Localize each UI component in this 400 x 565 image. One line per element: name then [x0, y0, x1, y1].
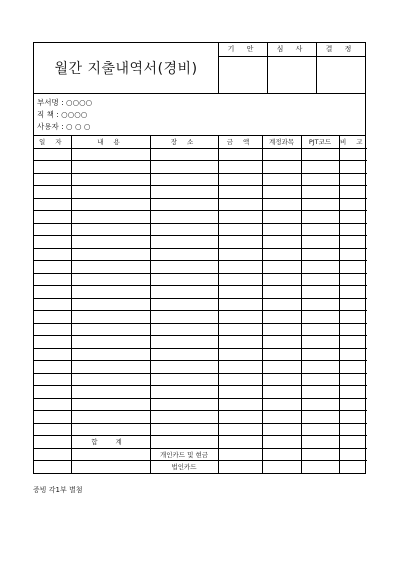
table-cell	[339, 336, 367, 349]
table-cell	[34, 423, 71, 436]
table-cell	[71, 423, 150, 436]
table-cell	[262, 148, 301, 161]
table-cell	[150, 223, 218, 236]
col-header-pjt-code: PJT코드	[301, 136, 339, 148]
summary-total-label: 합 계	[71, 436, 150, 449]
table-cell	[34, 323, 71, 336]
table-cell	[218, 248, 262, 261]
table-cell	[301, 223, 339, 236]
approval-draft-label: 기 안	[219, 43, 267, 57]
table-cell	[34, 386, 71, 399]
table-cell	[150, 348, 218, 361]
table-cell	[150, 248, 218, 261]
table-row	[34, 336, 367, 349]
table-cell	[301, 273, 339, 286]
table-cell	[34, 223, 71, 236]
table-cell	[262, 211, 301, 224]
table-cell	[339, 323, 367, 336]
table-cell	[150, 373, 218, 386]
table-cell	[339, 248, 367, 261]
table-cell	[218, 323, 262, 336]
col-header-account: 계정과목	[262, 136, 301, 148]
table-cell	[301, 373, 339, 386]
table-cell	[301, 236, 339, 249]
table-cell	[218, 336, 262, 349]
table-cell	[71, 211, 150, 224]
table-cell	[262, 361, 301, 374]
table-cell	[150, 323, 218, 336]
table-cell	[71, 198, 150, 211]
table-cell	[301, 298, 339, 311]
table-cell	[262, 273, 301, 286]
table-cell	[71, 186, 150, 199]
table-row	[34, 161, 367, 174]
table-cell	[34, 148, 71, 161]
table-cell	[339, 186, 367, 199]
table-cell	[339, 311, 367, 324]
table-cell	[150, 211, 218, 224]
table-cell	[150, 273, 218, 286]
table-cell	[339, 273, 367, 286]
table-cell	[339, 198, 367, 211]
table-cell	[262, 323, 301, 336]
approval-decision	[317, 43, 365, 93]
table-cell	[218, 161, 262, 174]
table-cell	[71, 348, 150, 361]
info-position: 직 책 : ○○○○	[37, 110, 88, 119]
table-cell	[218, 423, 262, 436]
table-cell	[34, 311, 71, 324]
table-cell	[262, 336, 301, 349]
table-cell	[262, 173, 301, 186]
table-row	[34, 236, 367, 249]
table-cell	[71, 173, 150, 186]
table-row	[34, 148, 367, 161]
table-cell	[218, 386, 262, 399]
table-cell	[71, 248, 150, 261]
table-cell	[339, 223, 367, 236]
table-cell	[150, 186, 218, 199]
table-cell	[34, 373, 71, 386]
table-cell	[34, 173, 71, 186]
table-cell	[262, 161, 301, 174]
table-cell	[339, 411, 367, 424]
table-cell	[262, 261, 301, 274]
table-cell	[262, 311, 301, 324]
table-cell	[71, 161, 150, 174]
table-cell	[339, 148, 367, 161]
table-cell	[34, 248, 71, 261]
table-cell	[262, 198, 301, 211]
table-cell	[339, 348, 367, 361]
info-user-value: ○ ○ ○	[66, 122, 91, 131]
table-cell	[34, 273, 71, 286]
table-cell	[301, 386, 339, 399]
approval-box	[219, 43, 365, 93]
col-header-remarks: 비 고	[339, 136, 367, 148]
table-cell	[301, 148, 339, 161]
table-cell	[218, 236, 262, 249]
attachment-note: 증빙 각1부 별첨	[33, 486, 83, 494]
table-cell	[218, 173, 262, 186]
table-cell	[150, 261, 218, 274]
table-cell	[34, 211, 71, 224]
table-cell	[301, 198, 339, 211]
summary-personal-card-cash: 개인카드 및 현금	[150, 448, 218, 461]
approval-review-label: 심 사	[268, 43, 316, 57]
table-cell	[150, 236, 218, 249]
table-cell	[301, 423, 339, 436]
approval-review-sign	[268, 57, 316, 93]
table-header-row	[34, 136, 367, 148]
table-cell	[71, 386, 150, 399]
table-cell	[71, 336, 150, 349]
table-cell	[339, 361, 367, 374]
table-cell	[218, 398, 262, 411]
table-cell	[218, 211, 262, 224]
table-cell	[262, 298, 301, 311]
summary-corporate-card: 법인카드	[150, 461, 218, 473]
table-cell	[71, 148, 150, 161]
table-cell	[301, 336, 339, 349]
table-cell	[339, 286, 367, 299]
table-cell	[262, 248, 301, 261]
table-cell	[218, 148, 262, 161]
info-department: 부서명 : ○○○○	[37, 98, 93, 107]
info-position-label: 직 책	[37, 110, 54, 119]
table-cell	[301, 411, 339, 424]
table-cell	[301, 361, 339, 374]
table-cell	[218, 261, 262, 274]
col-header-amount: 금 액	[218, 136, 262, 148]
table-cell	[339, 386, 367, 399]
form-header	[34, 43, 365, 94]
table-cell	[301, 248, 339, 261]
table-cell	[71, 286, 150, 299]
table-cell	[71, 236, 150, 249]
table-cell	[339, 173, 367, 186]
table-cell	[150, 173, 218, 186]
table-cell	[262, 186, 301, 199]
table-cell	[262, 423, 301, 436]
table-cell	[150, 423, 218, 436]
form-title: 월간 지출내역서(경비)	[34, 43, 219, 93]
summary-personal-row	[34, 448, 367, 461]
table-cell	[339, 373, 367, 386]
requester-info	[34, 94, 365, 136]
summary-corporate-row	[34, 461, 367, 473]
table-cell	[34, 198, 71, 211]
table-cell	[34, 336, 71, 349]
table-row	[34, 273, 367, 286]
table-cell	[34, 398, 71, 411]
table-cell	[150, 336, 218, 349]
table-row	[34, 223, 367, 236]
table-cell	[262, 398, 301, 411]
table-cell	[34, 261, 71, 274]
col-header-content: 내 용	[71, 136, 150, 148]
table-cell	[150, 286, 218, 299]
table-cell	[150, 298, 218, 311]
table-cell	[301, 211, 339, 224]
table-cell	[150, 148, 218, 161]
table-cell	[218, 373, 262, 386]
table-cell	[339, 398, 367, 411]
table-cell	[301, 261, 339, 274]
table-cell	[218, 311, 262, 324]
table-row	[34, 398, 367, 411]
table-cell	[150, 198, 218, 211]
table-cell	[339, 261, 367, 274]
table-cell	[34, 348, 71, 361]
table-cell	[34, 236, 71, 249]
table-cell	[301, 348, 339, 361]
table-row	[34, 361, 367, 374]
table-cell	[150, 161, 218, 174]
table-row	[34, 311, 367, 324]
approval-draft-sign	[219, 57, 267, 93]
table-row	[34, 186, 367, 199]
table-cell	[218, 348, 262, 361]
summary-total-row	[34, 436, 367, 449]
table-cell	[34, 161, 71, 174]
table-cell	[262, 286, 301, 299]
approval-decision-sign	[317, 57, 365, 93]
table-cell	[71, 361, 150, 374]
col-header-place: 장 소	[150, 136, 218, 148]
table-cell	[301, 286, 339, 299]
table-cell	[150, 361, 218, 374]
table-cell	[34, 298, 71, 311]
table-cell	[301, 161, 339, 174]
table-cell	[218, 411, 262, 424]
table-cell	[71, 323, 150, 336]
table-row	[34, 173, 367, 186]
table-cell	[34, 286, 71, 299]
approval-decision-label: 결 정	[317, 43, 365, 57]
table-cell	[71, 311, 150, 324]
table-row	[34, 411, 367, 424]
expense-table	[34, 136, 367, 473]
table-cell	[339, 236, 367, 249]
table-row	[34, 286, 367, 299]
table-cell	[301, 311, 339, 324]
approval-draft	[219, 43, 268, 93]
table-cell	[301, 398, 339, 411]
table-cell	[339, 211, 367, 224]
table-cell	[150, 386, 218, 399]
table-row	[34, 248, 367, 261]
col-header-date: 일 자	[34, 136, 71, 148]
table-cell	[150, 411, 218, 424]
table-row	[34, 423, 367, 436]
table-row	[34, 198, 367, 211]
table-cell	[34, 186, 71, 199]
info-department-value: ○○○○	[66, 98, 93, 107]
table-cell	[301, 173, 339, 186]
table-cell	[262, 348, 301, 361]
table-cell	[218, 286, 262, 299]
table-cell	[71, 373, 150, 386]
table-cell	[262, 373, 301, 386]
table-cell	[339, 161, 367, 174]
table-cell	[34, 361, 71, 374]
table-cell	[71, 298, 150, 311]
table-cell	[262, 236, 301, 249]
table-cell	[71, 261, 150, 274]
table-cell	[218, 198, 262, 211]
table-cell	[339, 298, 367, 311]
table-cell	[218, 298, 262, 311]
table-cell	[71, 223, 150, 236]
info-department-label: 부서명	[37, 98, 59, 107]
table-cell	[150, 311, 218, 324]
table-cell	[339, 423, 367, 436]
table-cell	[71, 398, 150, 411]
table-cell	[218, 223, 262, 236]
info-position-value: ○○○○	[61, 110, 88, 119]
table-row	[34, 323, 367, 336]
table-row	[34, 261, 367, 274]
table-row	[34, 386, 367, 399]
table-cell	[262, 386, 301, 399]
expense-form	[33, 42, 366, 474]
table-cell	[301, 323, 339, 336]
table-row	[34, 348, 367, 361]
table-cell	[34, 411, 71, 424]
table-row	[34, 373, 367, 386]
table-cell	[71, 411, 150, 424]
table-cell	[218, 361, 262, 374]
approval-review	[268, 43, 317, 93]
table-row	[34, 298, 367, 311]
table-cell	[150, 398, 218, 411]
table-cell	[71, 273, 150, 286]
table-cell	[218, 273, 262, 286]
table-cell	[301, 186, 339, 199]
table-cell	[218, 186, 262, 199]
table-row	[34, 211, 367, 224]
table-cell	[262, 223, 301, 236]
info-user-label: 사용자	[37, 122, 59, 131]
table-cell	[262, 411, 301, 424]
info-user: 사용자 : ○ ○ ○	[37, 122, 91, 131]
